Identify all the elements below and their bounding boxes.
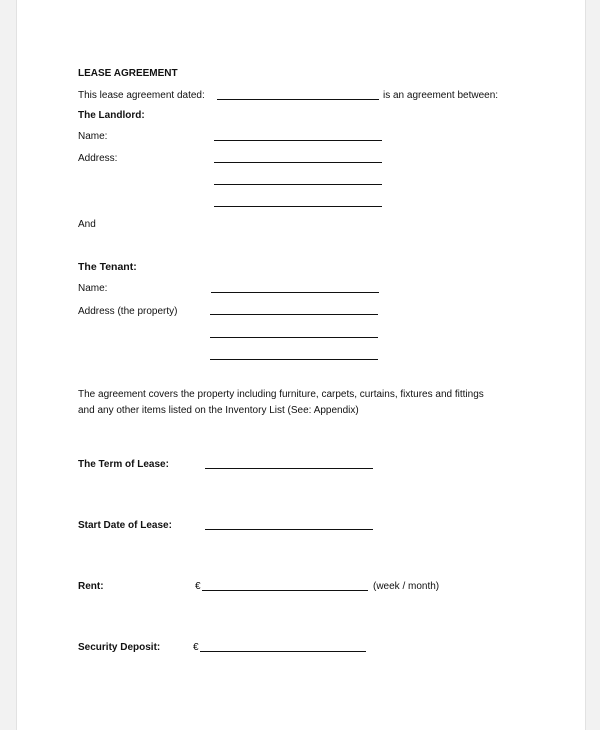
rent-label: Rent: [78, 581, 104, 592]
tenant-address-label: Address (the property) [78, 306, 178, 317]
deposit-currency: € [193, 642, 199, 653]
tenant-heading: The Tenant: [78, 261, 137, 273]
security-deposit-field[interactable] [200, 651, 366, 652]
landlord-address-field-3[interactable] [214, 206, 382, 207]
agreement-date-field[interactable] [217, 99, 379, 100]
tenant-name-field[interactable] [211, 292, 379, 293]
landlord-address-field-2[interactable] [214, 184, 382, 185]
document-title: LEASE AGREEMENT [78, 68, 178, 79]
landlord-heading: The Landlord: [78, 110, 145, 121]
tenant-address-field-2[interactable] [210, 337, 378, 338]
start-date-label: Start Date of Lease: [78, 520, 172, 531]
rent-currency: € [195, 581, 201, 592]
tenant-name-label: Name: [78, 283, 108, 294]
term-of-lease-label: The Term of Lease: [78, 459, 169, 470]
coverage-text-line-2: and any other items listed on the Inventory List (See: Appendix) [78, 405, 359, 416]
rent-amount-field[interactable] [202, 590, 368, 591]
coverage-text-line-1: The agreement covers the property including furniture, carpets, curtains, fixtures and fittings [78, 389, 484, 400]
landlord-address-label: Address: [78, 153, 118, 164]
term-of-lease-field[interactable] [205, 468, 373, 469]
landlord-name-label: Name: [78, 131, 108, 142]
intro-prefix: This lease agreement dated: [78, 90, 205, 101]
start-date-field[interactable] [205, 529, 373, 530]
security-deposit-label: Security Deposit: [78, 642, 161, 653]
intro-suffix: is an agreement between: [383, 90, 499, 101]
and-label: And [78, 219, 96, 230]
rent-period: (week / month) [373, 581, 440, 592]
landlord-name-field[interactable] [214, 140, 382, 141]
document-page [16, 0, 586, 730]
tenant-address-field-1[interactable] [210, 314, 378, 315]
landlord-address-field-1[interactable] [214, 162, 382, 163]
tenant-address-field-3[interactable] [210, 359, 378, 360]
